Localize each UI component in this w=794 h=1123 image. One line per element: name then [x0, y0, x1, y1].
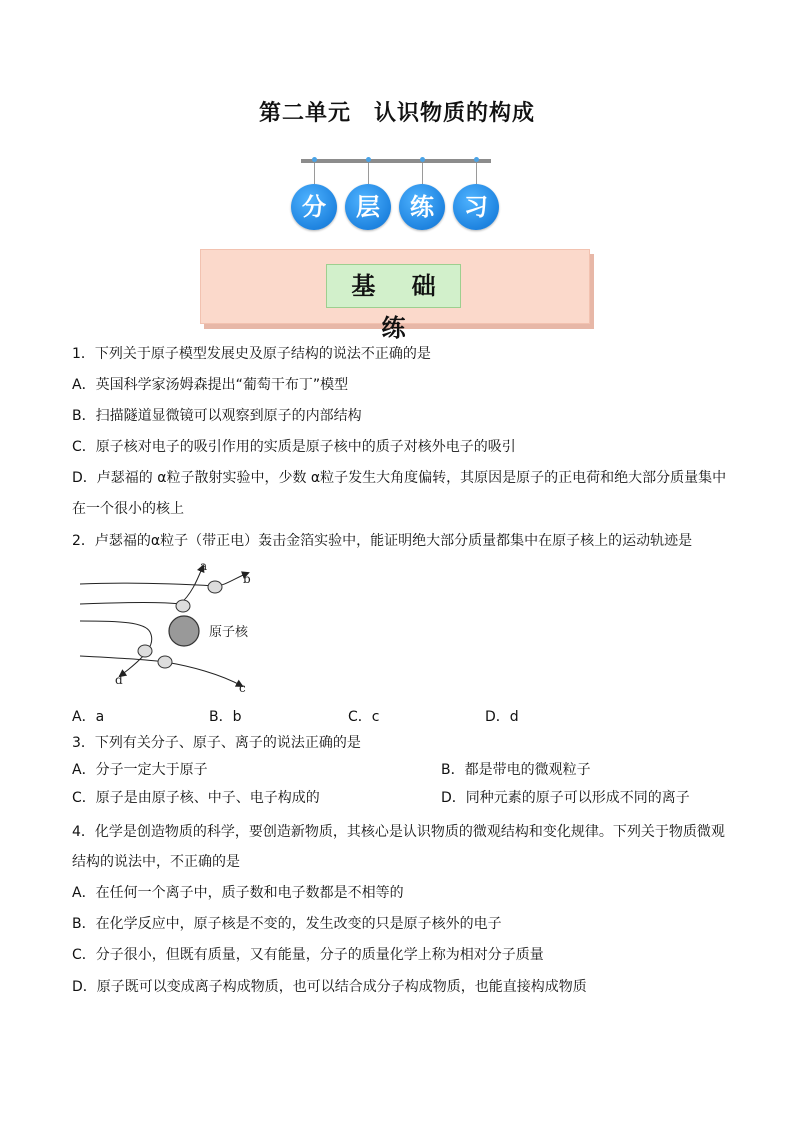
q3-stem: 3．下列有关分子、原子、离子的说法正确的是: [72, 735, 361, 751]
q1-option-d: D．卢瑟福的 α粒子散射实验中，少数 α粒子发生大角度偏转，其原因是原子的正电荷和绝大部分质量集中: [72, 470, 727, 486]
track-a: [80, 566, 203, 604]
q1-option-d-cont: 在一个很小的核上: [72, 501, 184, 517]
rail-pin: [420, 157, 425, 162]
rail-pin: [474, 157, 479, 162]
q4-stem: 4．化学是创造物质的科学，要创造新物质，其核心是认识物质的微观结构和变化规律。下列关于物质微观: [72, 824, 725, 840]
label-c: c: [239, 681, 246, 695]
badge-xi: 习: [453, 184, 499, 230]
rail-pin: [312, 157, 317, 162]
q3-option-c: C．原子是由原子核、中子、电子构成的: [72, 790, 320, 806]
section-title: 基 础 练: [326, 264, 461, 308]
hanger-line: [422, 163, 423, 184]
hanger-line: [476, 163, 477, 184]
page-title: 第二单元 认识物质的构成: [258, 101, 535, 126]
badge-fen: 分: [291, 184, 337, 230]
nucleus-label: 原子核: [209, 625, 249, 640]
nucleus: [169, 616, 199, 646]
label-d: d: [115, 673, 123, 687]
q2-option-d: D．d: [485, 709, 519, 725]
hanger-line: [368, 163, 369, 184]
track-b: [80, 573, 248, 586]
q4-stem-cont: 结构的说法中，不正确的是: [72, 854, 240, 870]
label-b: b: [243, 572, 251, 586]
alpha-particle: [208, 581, 222, 593]
q3-option-b: B．都是带电的微观粒子: [441, 762, 591, 778]
label-a: a: [200, 559, 208, 573]
q4-option-d: D．原子既可以变成离子构成物质，也可以结合成分子构成物质，也能直接构成物质: [72, 979, 587, 995]
alpha-particle: [138, 645, 152, 657]
q3-option-a: A．分子一定大于原子: [72, 762, 208, 778]
q1-stem: 1．下列关于原子模型发展史及原子结构的说法不正确的是: [72, 346, 431, 362]
badge-ceng: 层: [345, 184, 391, 230]
alpha-particle: [176, 600, 190, 612]
q3-option-d: D．同种元素的原子可以形成不同的离子: [441, 790, 690, 806]
hanging-rail: [301, 159, 491, 163]
q4-option-a: A．在任何一个离子中，质子数和电子数都是不相等的: [72, 885, 404, 901]
q4-option-b: B．在化学反应中，原子核是不变的，发生改变的只是原子核外的电子: [72, 916, 502, 932]
alpha-particle: [158, 656, 172, 668]
hanger-line: [314, 163, 315, 184]
badge-lian: 练: [399, 184, 445, 230]
q1-option-b: B．扫描隧道显微镜可以观察到原子的内部结构: [72, 408, 362, 424]
q2-option-c: C．c: [348, 709, 380, 725]
alpha-scattering-diagram: [70, 556, 300, 696]
rail-pin: [366, 157, 371, 162]
q1-option-a: A．英国科学家汤姆森提出“葡萄干布丁”模型: [72, 377, 349, 393]
q2-stem: 2．卢瑟福的α粒子（带正电）轰击金箔实验中，能证明绝大部分质量都集中在原子核上的运动轨迹是: [72, 533, 693, 549]
q4-option-c: C．分子很小，但既有质量，又有能量，分子的质量化学上称为相对分子质量: [72, 947, 544, 963]
q2-option-a: A．a: [72, 709, 105, 725]
q2-option-b: B．b: [209, 709, 242, 725]
q1-option-c: C．原子核对电子的吸引作用的实质是原子核中的质子对核外电子的吸引: [72, 439, 516, 455]
